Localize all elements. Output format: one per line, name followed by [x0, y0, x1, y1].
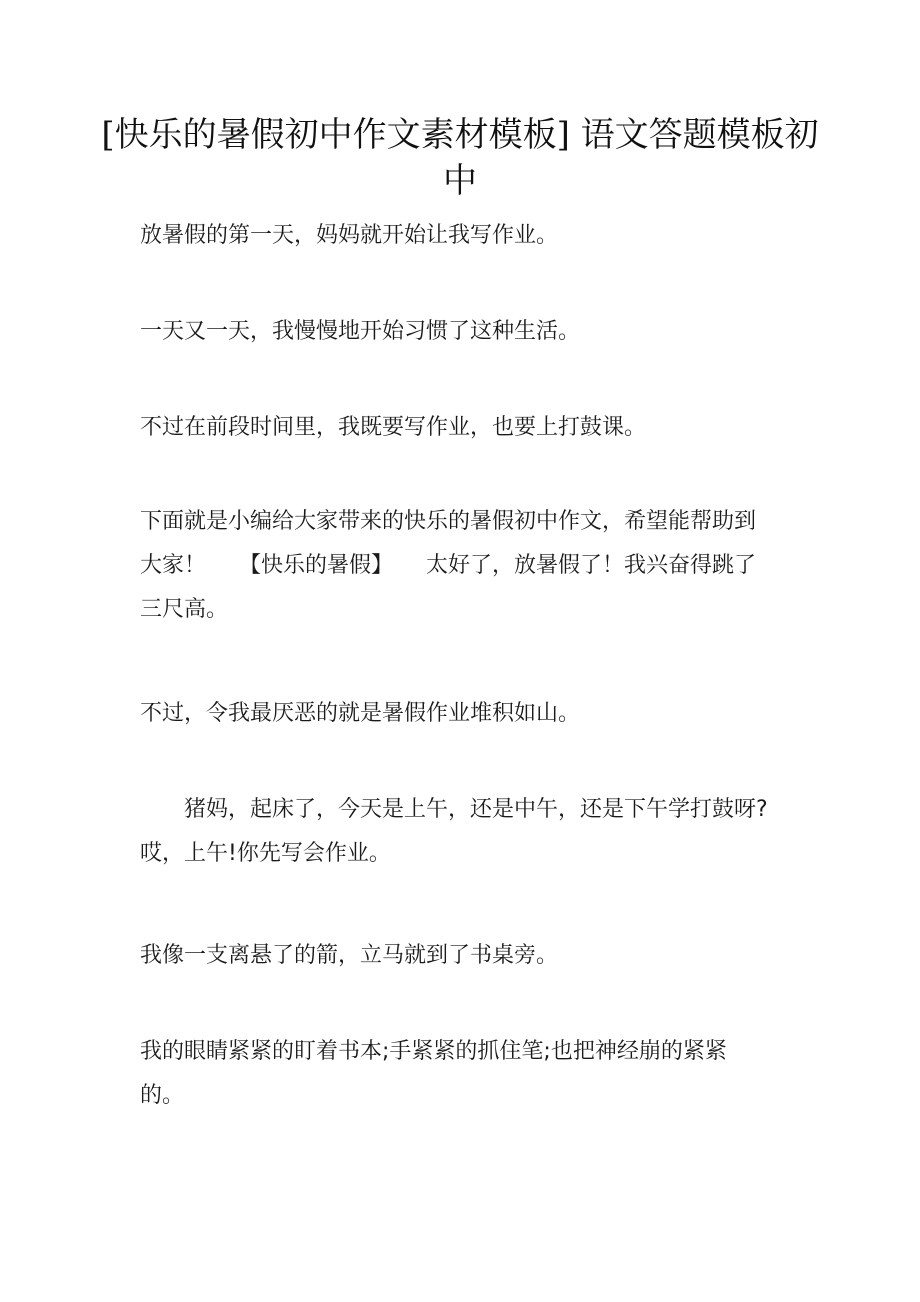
paragraph-3: 不过在前段时间里，我既要写作业，也要上打鼓课。 [140, 415, 647, 440]
paragraph-7: 我像一支离悬了的箭，立马就到了书桌旁。 [140, 943, 559, 968]
paragraph-8: 我的眼睛紧紧的盯着书本;手紧紧的抓住笔;也把神经崩的紧紧的。 [140, 1039, 727, 1108]
paragraph-1: 放暑假的第一天，妈妈就开始让我写作业。 [140, 223, 559, 248]
document-title: [快乐的暑假初中作文素材模板] 语文答题模板初中 [101, 115, 819, 201]
paragraph-2: 一天又一天，我慢慢地开始习惯了这种生活。 [140, 319, 581, 344]
paragraph-6: 猪妈，起床了，今天是上午，还是中午，还是下午学打鼓呀?哎，上午!你先写会作业。 [140, 797, 768, 866]
paragraph-4: 下面就是小编给大家带来的快乐的暑假初中作文，希望能帮助到大家！ 【快乐的暑假】 太好了，放暑假了！我兴奋得跳了三尺高。 [140, 509, 757, 622]
paragraph-5: 不过，令我最厌恶的就是暑假作业堆积如山。 [140, 701, 581, 726]
